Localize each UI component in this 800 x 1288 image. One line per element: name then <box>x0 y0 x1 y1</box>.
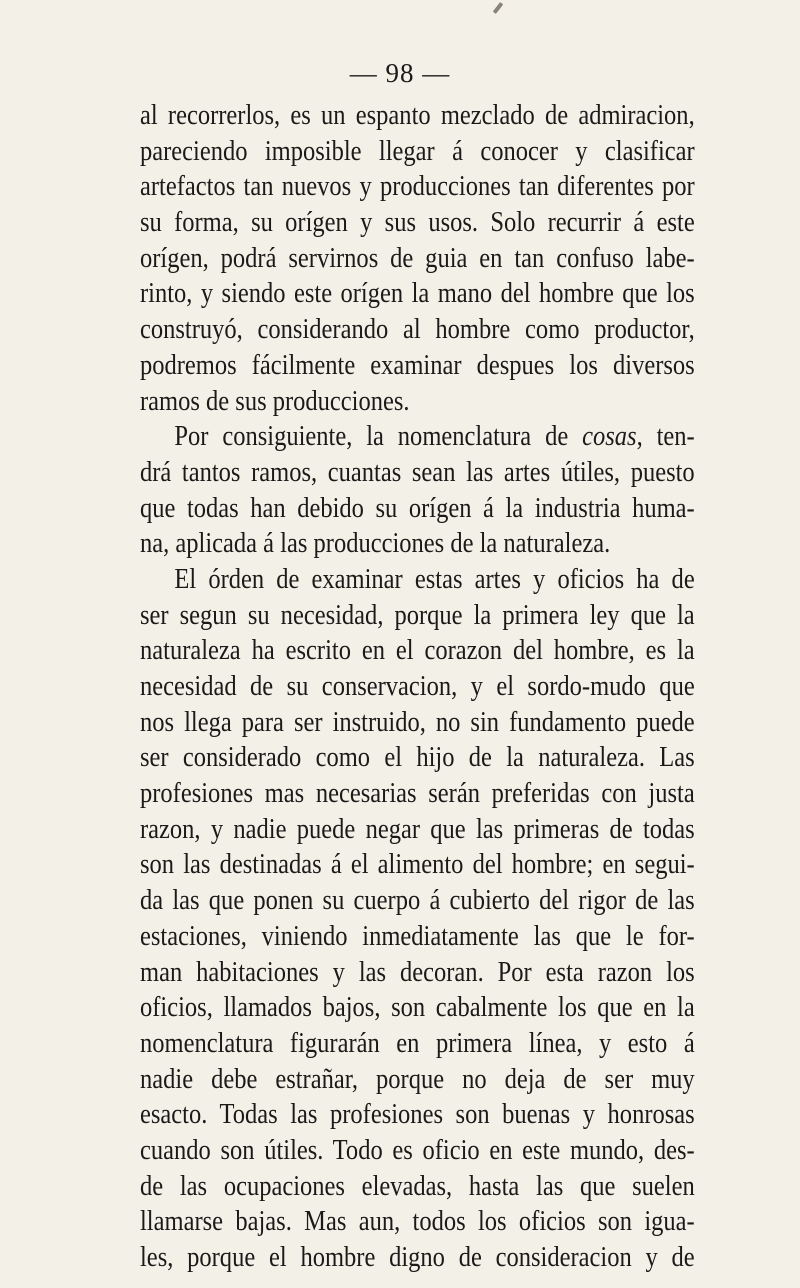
text-line: su forma, su orígen y sus usos. Solo recurrir á este <box>140 207 695 239</box>
text-line: ser considerado como el hijo de la naturaleza. Las <box>140 742 695 774</box>
text-fragment: Por consiguiente, la nomenclatura de <box>174 421 583 453</box>
text-line: son las destinadas á el alimento del hombre; en segui- <box>140 849 695 881</box>
text-line: na, aplicada á las producciones de la naturaleza. <box>140 528 611 560</box>
text-line: oficios, llamados bajos, son cabalmente los que en la <box>140 992 695 1024</box>
text-line: necesidad de su conservacion, y el sordo-mudo que <box>140 671 695 702</box>
text-line: man habitaciones y las decoran. Por esta razon los <box>140 956 695 988</box>
text-line: podremos fácilmente examinar despues los diversos <box>140 349 695 381</box>
text-line: pareciendo imposible llegar á conocer y clasificar <box>140 135 695 167</box>
text-line: da las que ponen su cuerpo á cubierto del rigor de las <box>140 885 695 917</box>
text-line: construyó, considerando al hombre como productor, <box>140 314 695 346</box>
text-line: ser segun su necesidad, porque la primera ley que la <box>140 599 695 631</box>
text-line: drá tantos ramos, cuantas sean las artes útiles, puesto <box>140 456 695 488</box>
text-line: naturaleza ha escrito en el corazon del hombre, es la <box>140 635 695 667</box>
text-line: ramos de sus producciones. <box>140 385 410 417</box>
text-line: llamarse bajas. Mas aun, todos los oficios son igua- <box>140 1206 695 1238</box>
text-line: profesiones mas necesarias serán preferidas con justa <box>140 778 695 810</box>
page-number: — 98 — <box>349 58 451 88</box>
text-line: de las ocupaciones elevadas, hasta las que suelen <box>140 1170 695 1202</box>
text-line: esacto. Todas las profesiones son buenas y honrosas <box>140 1099 695 1131</box>
text-line: rinto, y siendo este orígen la mano del hombre que los <box>140 278 695 310</box>
text-line: razon, y nadie puede negar que las primeras de todas <box>140 813 695 845</box>
body-text <box>140 98 695 1276</box>
text-fragment: , ten- <box>636 421 695 453</box>
text-line: nos llega para ser instruido, no sin fundamento puede <box>140 706 695 738</box>
text-line: estaciones, viniendo inmediatamente las que le for- <box>140 920 695 952</box>
ink-speck <box>493 2 504 14</box>
text-line: El órden de examinar estas artes y oficios ha de <box>174 563 695 595</box>
text-line: les, porque el hombre digno de consideracion y de <box>140 1242 695 1273</box>
text-line: nadie debe estrañar, porque no deja de ser muy <box>140 1063 695 1095</box>
text-line: al recorrerlos, es un espanto mezclado de admiracion, <box>140 100 695 131</box>
text-line <box>140 419 695 455</box>
text-line: artefactos tan nuevos y producciones tan diferentes por <box>140 171 695 203</box>
text-line: nomenclatura figurarán en primera línea, y esto á <box>140 1027 695 1059</box>
text-line: que todas han debido su orígen á la industria huma- <box>140 492 695 524</box>
text-line: orígen, podrá servirnos de guia en tan confuso labe- <box>140 242 695 274</box>
italic-word: cosas <box>582 421 637 453</box>
text-line: cuando son útiles. Todo es oficio en este mundo, des- <box>140 1134 695 1166</box>
